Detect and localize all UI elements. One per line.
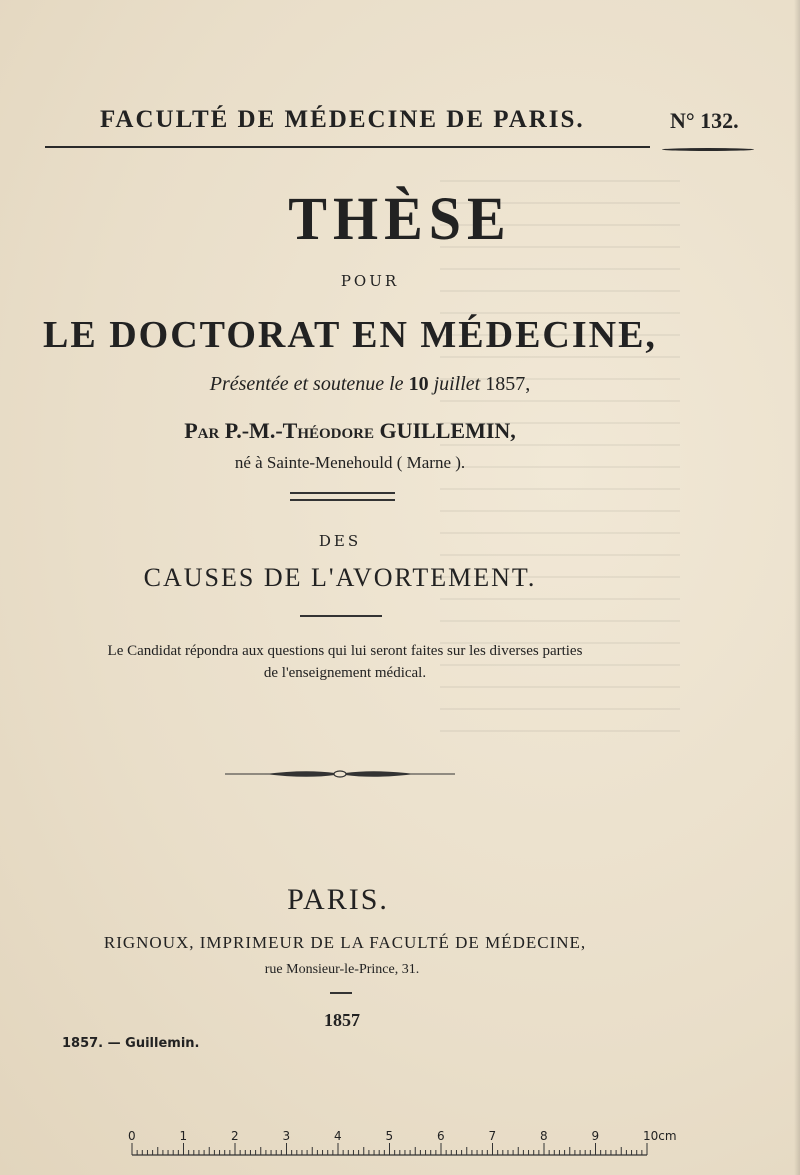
- degree-title: LE DOCTORAT EN MÉDECINE,: [43, 314, 657, 356]
- ruler-label: 8: [540, 1129, 548, 1143]
- birth-line: né à Sainte-Menehould ( Marne ).: [234, 453, 466, 472]
- author-line: Par P.-M.-Théodore GUILLEMIN,: [184, 418, 516, 443]
- presentation-text: Présentée et soutenue le: [209, 373, 404, 395]
- presentation-day: 10: [408, 373, 429, 395]
- page-edge-shadow: [794, 0, 800, 1175]
- ruler-label: 6: [437, 1129, 445, 1143]
- presentation-line: [0, 373, 770, 396]
- presentation-month: juillet: [433, 373, 481, 395]
- ruler-label: 10cm: [643, 1129, 677, 1143]
- thesis-number: N° 132.: [670, 108, 739, 133]
- ruler-label: 7: [488, 1129, 497, 1143]
- imprint-city: PARIS.: [287, 883, 389, 916]
- ruler-label: 5: [385, 1129, 394, 1143]
- header-rule: [45, 146, 650, 148]
- tiny-rule-divider: [330, 992, 352, 994]
- header-rule-right: [662, 148, 754, 151]
- ruler-label: 3: [282, 1129, 291, 1143]
- imprint-printer: RIGNOUX, IMPRIMEUR DE LA FACULTÉ DE MÉDECINE,: [103, 933, 587, 952]
- topic-title: CAUSES DE L'AVORTEMENT.: [143, 563, 537, 592]
- faculty-header: FACULTÉ DE MÉDECINE DE PARIS.: [100, 106, 585, 133]
- double-rule-divider: [290, 492, 395, 501]
- ruler-label: 9: [591, 1129, 600, 1143]
- ruler-label: 0: [128, 1129, 136, 1143]
- main-title: THÈSE: [288, 184, 512, 253]
- ruler-label: 4: [334, 1129, 342, 1143]
- ruler-label: 1: [179, 1129, 188, 1143]
- imprint-address: rue Monsieur-le-Prince, 31.: [264, 962, 420, 977]
- ornament-divider-icon: [225, 766, 455, 782]
- short-rule-divider: [300, 615, 382, 617]
- candidate-note-line1: Le Candidat répondra aux questions qui lui seront faites sur les diverses parties: [107, 643, 583, 659]
- candidate-note-line2: de l'enseignement médical.: [263, 665, 427, 681]
- catalog-note: 1857. — Guillemin.: [62, 1036, 200, 1051]
- imprint-year: 1857: [324, 1010, 360, 1030]
- ruler-label: 2: [231, 1129, 239, 1143]
- presentation-year: 1857,: [485, 373, 531, 395]
- des-label: DES: [318, 532, 362, 550]
- pour-label: POUR: [340, 272, 400, 290]
